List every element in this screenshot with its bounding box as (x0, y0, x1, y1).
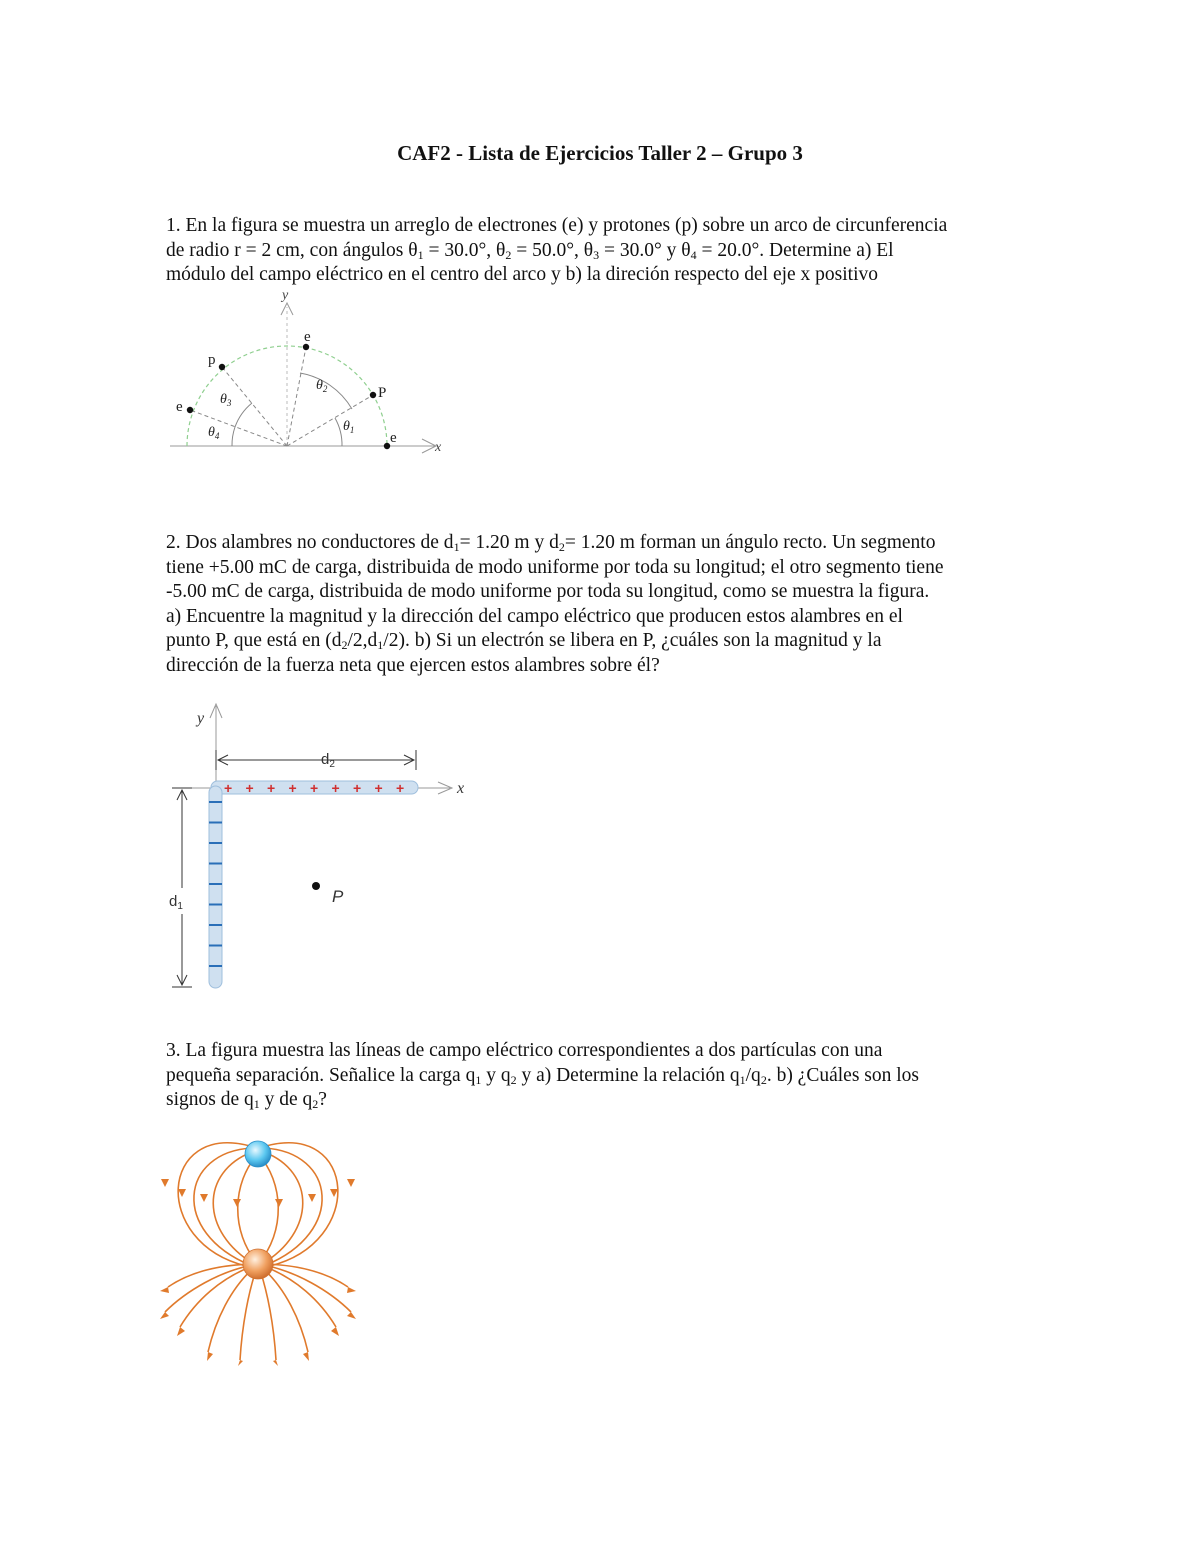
arrowhead (233, 1199, 241, 1207)
problem-2-line-4: a) Encuentre la magnitud y la dirección del campo eléctrico que producen estos alambres en el (166, 605, 903, 627)
arrowhead (275, 1199, 283, 1207)
problem-2-line-1: 2. Dos alambres no conductores de $d_1= 1.20$ m y $d_2= 1.20$ m forman un ángulo recto. Un segmento (166, 532, 936, 554)
charge-e-top-label: e (304, 329, 311, 345)
field-line (264, 1148, 322, 1265)
field-line (238, 1154, 258, 1264)
charge-p-right (370, 392, 376, 398)
plus-sign: + (245, 780, 254, 796)
problem-2-line-2: tiene +5.00 mC de carga, distribuida de modo uniforme por toda su longitud; el otro segmento tiene (166, 556, 944, 578)
small-charge (245, 1141, 271, 1167)
arrowhead (177, 1327, 185, 1336)
problem-3-line-3: signos de $q_1$ y de $q_2$? (166, 1089, 327, 1111)
arrowhead (160, 1287, 169, 1293)
plus-sign: + (310, 780, 319, 796)
arrowhead (347, 1179, 355, 1187)
arrowhead (347, 1312, 356, 1319)
theta4-arc (232, 427, 235, 446)
charge-p-left-label: p (208, 352, 216, 368)
y-axis-label: y (197, 710, 205, 727)
plus-sign: + (331, 780, 340, 796)
charge-p-right-label: P (378, 385, 387, 401)
negative-wire (209, 786, 222, 988)
field-line (258, 1154, 278, 1264)
radius-e-top (287, 347, 306, 446)
charge-e-right-label: e (390, 430, 397, 446)
d1-label: $d_1$ (169, 893, 183, 912)
theta3-arc (235, 403, 252, 427)
arrowhead (160, 1312, 169, 1319)
arrowhead (207, 1352, 213, 1361)
field-line (165, 1264, 258, 1312)
point-p (312, 882, 320, 890)
arrowhead (347, 1287, 356, 1293)
plus-sign: + (374, 780, 383, 796)
theta1-label: $\theta_1$ (343, 419, 355, 435)
d2-label: $d_2$ (321, 751, 335, 770)
field-line (194, 1148, 252, 1265)
point-p-label: P (332, 887, 344, 906)
problem-2-line-6: dirección de la fuerza neta que ejercen estos alambres sobre él? (166, 654, 660, 676)
problem-1-text (166, 214, 1046, 288)
arrowhead (178, 1189, 186, 1197)
problem-2-line-5: punto P, que está en $(d_2/2,d_1/2)$. b) Si un electrón se libera en P, ¿cuáles son la magnitud y la (166, 630, 882, 652)
figure-2-wires (160, 698, 480, 998)
plus-sign: + (396, 780, 405, 796)
plus-sign: + (353, 780, 362, 796)
field-line (178, 1143, 250, 1266)
x-axis-label: x (435, 440, 442, 455)
problem-1-line-1: 1. En la figura se muestra un arreglo de electrones (e) y protones (p) sobre un arco de circunferencia (166, 215, 948, 236)
problem-3-text (166, 1039, 1046, 1113)
problem-2-text (166, 531, 1046, 678)
charge-e-left-label: e (176, 399, 183, 415)
field-line (266, 1143, 338, 1266)
charge-e-left (187, 407, 193, 413)
plus-sign: + (288, 780, 297, 796)
arrowhead (308, 1194, 316, 1202)
arrowhead (273, 1360, 278, 1366)
figure-3-field-lines (160, 1112, 370, 1367)
positive-charge-signs (224, 780, 404, 796)
page-title: CAF2 - Lista de Ejercicios Taller 2 – Grupo 3 (397, 141, 803, 165)
arrowhead (238, 1360, 243, 1366)
arrowhead (331, 1327, 339, 1336)
x-axis-label: x (457, 780, 465, 797)
arrowhead (303, 1352, 309, 1361)
problem-3-line-1: 3. La figura muestra las líneas de campo eléctrico correspondientes a dos partículas con una (166, 1040, 883, 1061)
radius-p-left (222, 367, 287, 446)
radius-p-right (287, 395, 373, 446)
theta2-label: $\theta_2$ (316, 378, 328, 394)
y-axis-label: y (282, 288, 289, 303)
arrowhead (161, 1179, 169, 1187)
charge-p-left (219, 364, 225, 370)
problem-3-line-2: pequeña separación. Señalice la carga $q_1$ y $q_2$ y a) Determine la relación $q_1/q_2$. b) ¿Cuáles son los (166, 1064, 920, 1087)
problem-1-line-3: módulo del campo eléctrico en el centro del arco y b) la direción respecto del eje x positivo (166, 264, 879, 285)
theta4-label: $\theta_4$ (208, 425, 220, 441)
problem-2-line-3: -5.00 mC de carga, distribuida de modo uniforme por toda su longitud, como se muestra la figura. (166, 581, 930, 602)
plus-sign: + (267, 780, 276, 796)
field-line (258, 1264, 351, 1312)
plus-sign: + (224, 780, 233, 796)
arrowhead (200, 1194, 208, 1202)
theta3-label: $\theta_3$ (220, 392, 232, 408)
arrowhead (330, 1189, 338, 1197)
large-charge (243, 1249, 273, 1279)
figure-1-charge-arc (160, 285, 460, 460)
theta1-arc (335, 418, 342, 446)
problem-1-line-2: de radio r = 2 cm, con ángulos $\theta_1 = 30.0^\circ$, $\theta_2 = 50.0^\circ$, $\theta_3 = 30.0^\circ$ y $\theta_4 = 20.0^\circ$. Determine a) El (166, 239, 894, 262)
